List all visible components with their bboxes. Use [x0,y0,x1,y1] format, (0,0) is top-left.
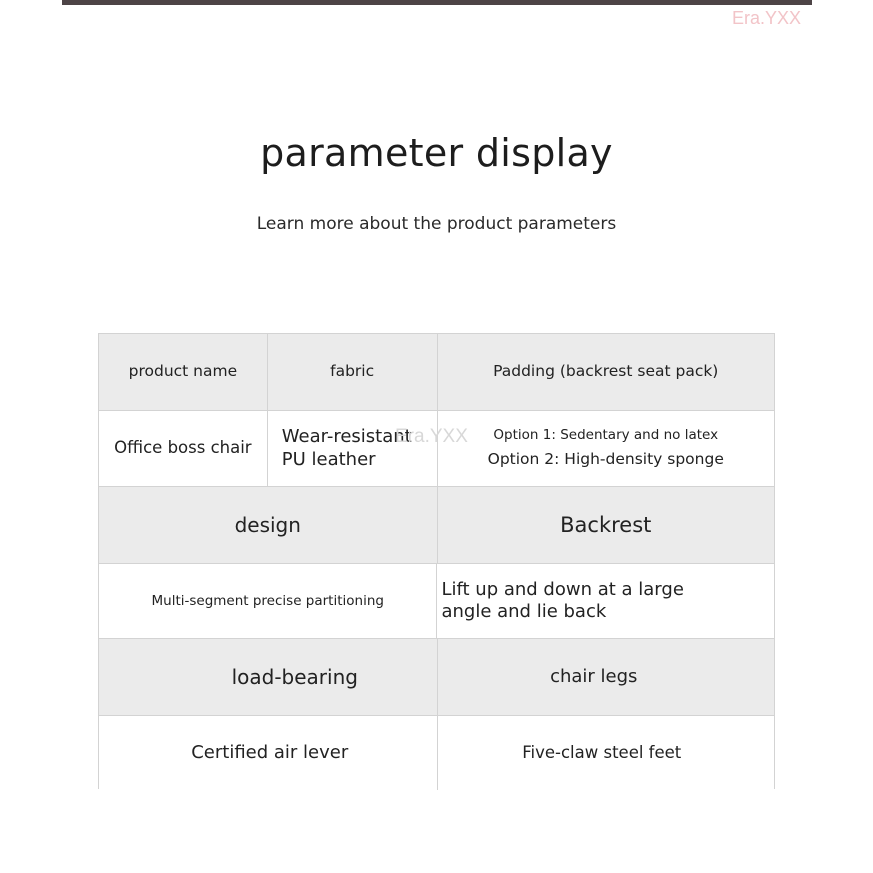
page-subtitle: Learn more about the product parameters [256,214,617,234]
header-product-name: product name [99,334,268,410]
table-watermark: Era.YXX [395,426,468,447]
cell-design: design [99,487,438,563]
page-title: parameter display [260,131,613,175]
cell-partitioning: Multi-segment precise partitioning [99,564,437,638]
cell-air-lever: Certified air lever [99,716,438,790]
padding-option-1: Option 1: Sedentary and no latex [493,427,719,444]
cell-padding [438,411,774,486]
header-padding: Padding (backrest seat pack) [493,362,719,381]
header-fabric: fabric [268,334,438,410]
padding-option-2: Option 2: High-density sponge [487,450,724,469]
cell-recline: Lift up and down at a large angle and lie back [441,578,684,622]
cell-load-bearing: load-bearing [99,639,438,715]
table-row [99,411,774,487]
table-row [99,564,774,639]
top-bar [62,0,812,5]
watermark: Era.YXX [731,8,801,28]
cell-steel-feet: Five-claw steel feet [522,742,682,762]
table-row [99,716,774,790]
parameter-table [98,333,775,789]
table-row [99,639,774,716]
cell-fabric: Wear-resistant PU leather [268,411,438,486]
cell-product-name: Office boss chair [99,411,268,486]
table-header-row [99,334,774,411]
table-row [99,487,774,564]
cell-chair-legs: chair legs [550,665,638,687]
cell-backrest: Backrest [560,512,652,537]
